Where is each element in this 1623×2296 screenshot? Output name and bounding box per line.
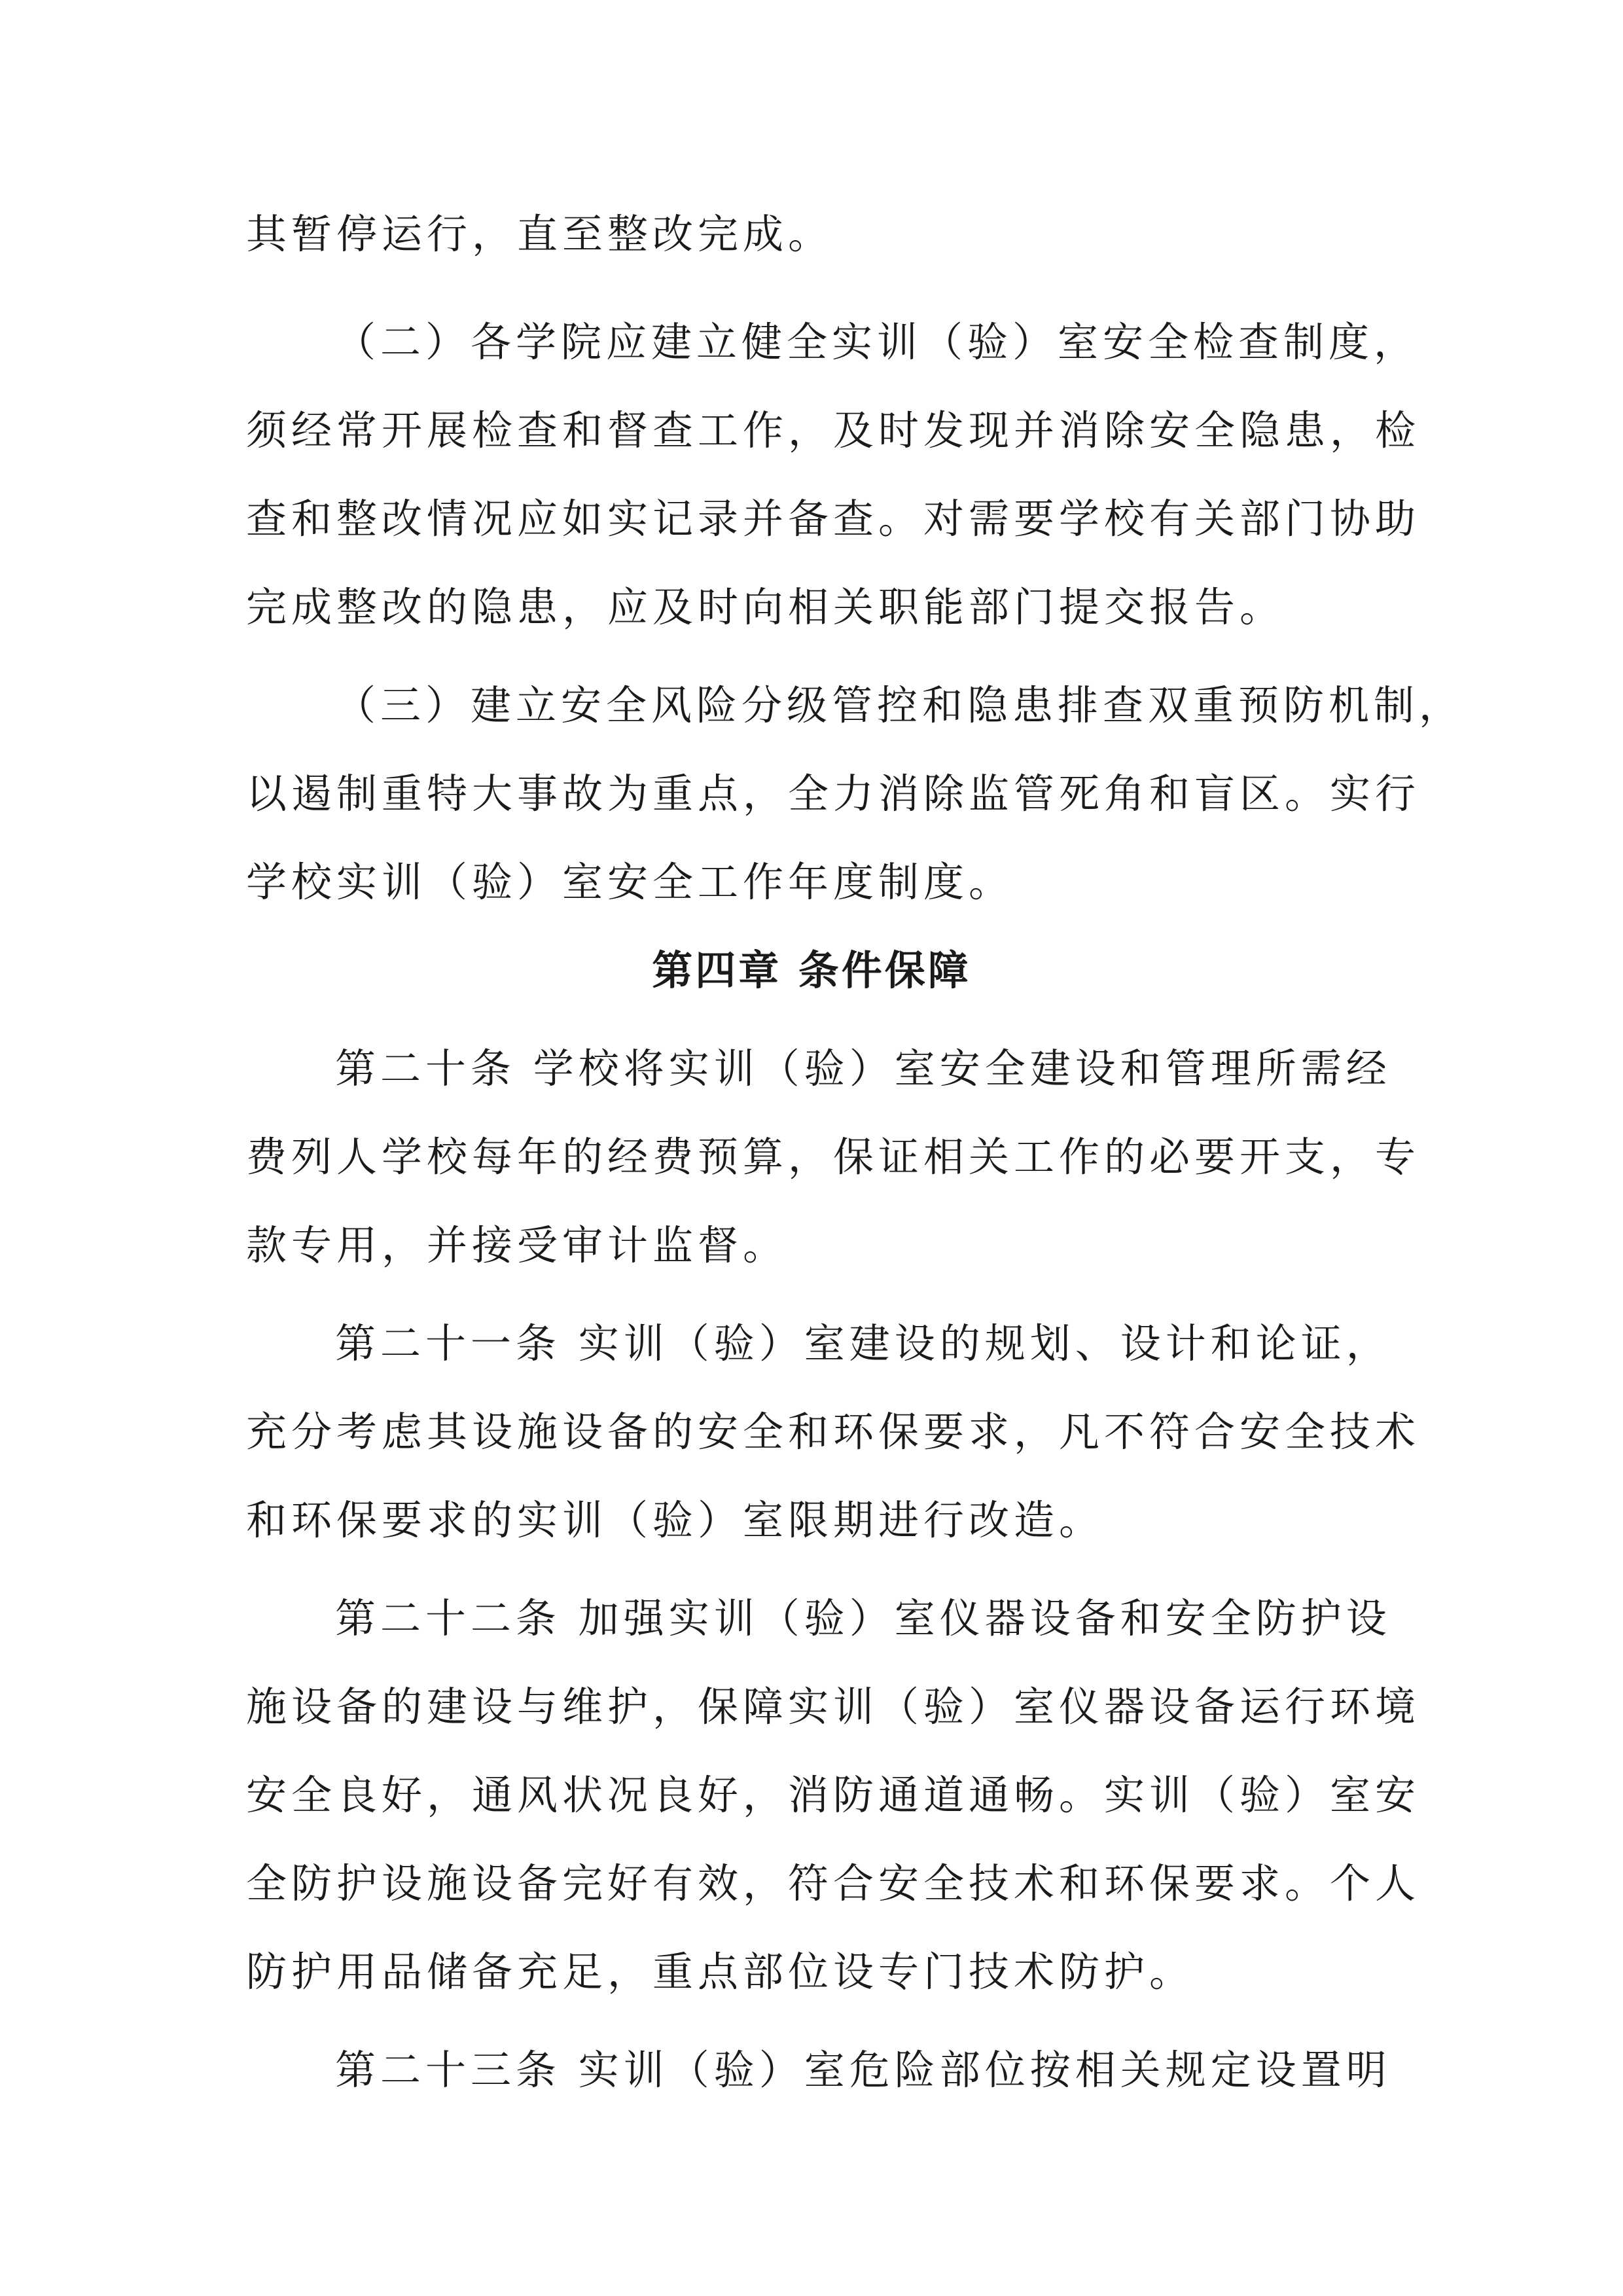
- paragraph-line: （三）建立安全风险分级管控和隐患排查双重预防机制，: [335, 681, 1465, 729]
- paragraph-line: 充分考虑其设施设备的安全和环保要求，凡不符合安全技术: [246, 1408, 1421, 1456]
- paragraph-line: 第二十一条 实训（验）室建设的规划、设计和论证，: [335, 1319, 1391, 1367]
- paragraph-line: 完成整改的隐患，应及时向相关职能部门提交报告。: [246, 583, 1285, 631]
- chapter-heading: 第四章 条件保障: [652, 946, 971, 994]
- paragraph-line: 第二十二条 加强实训（验）室仪器设备和安全防护设: [335, 1594, 1391, 1642]
- paragraph-line: 全防护设施设备完好有效，符合安全技术和环保要求。个人: [246, 1859, 1421, 1907]
- paragraph-line: 其暂停运行，直至整改完成。: [246, 210, 834, 258]
- paragraph-line: 安全良好，通风状况良好，消防通道通畅。实训（验）室安: [246, 1771, 1421, 1819]
- paragraph-line: 费列人学校每年的经费预算，保证相关工作的必要开支，专: [246, 1133, 1421, 1181]
- paragraph-line: 须经常开展检查和督查工作，及时发现并消除安全隐患，检: [246, 406, 1421, 454]
- paragraph-line: 查和整改情况应如实记录并备查。对需要学校有关部门协助: [246, 495, 1421, 543]
- paragraph-line: 第二十条 学校将实训（验）室安全建设和管理所需经: [335, 1045, 1391, 1092]
- paragraph-line: （二）各学院应建立健全实训（验）室安全检查制度，: [335, 318, 1419, 366]
- paragraph-line: 第二十三条 实训（验）室危险部位按相关规定设置明: [335, 2046, 1391, 2094]
- paragraph-line: 施设备的建设与维护，保障实训（验）室仪器设备运行环境: [246, 1683, 1421, 1731]
- paragraph-line: 款专用，并接受审计监督。: [246, 1221, 789, 1269]
- paragraph-line: 以遏制重特大事故为重点，全力消除监管死角和盲区。实行: [246, 770, 1421, 817]
- paragraph-line: 和环保要求的实训（验）室限期进行改造。: [246, 1496, 1105, 1544]
- paragraph-line: 防护用品储备充足，重点部位设专门技术防护。: [246, 1948, 1195, 1996]
- paragraph-line: 学校实训（验）室安全工作年度制度。: [246, 858, 1014, 906]
